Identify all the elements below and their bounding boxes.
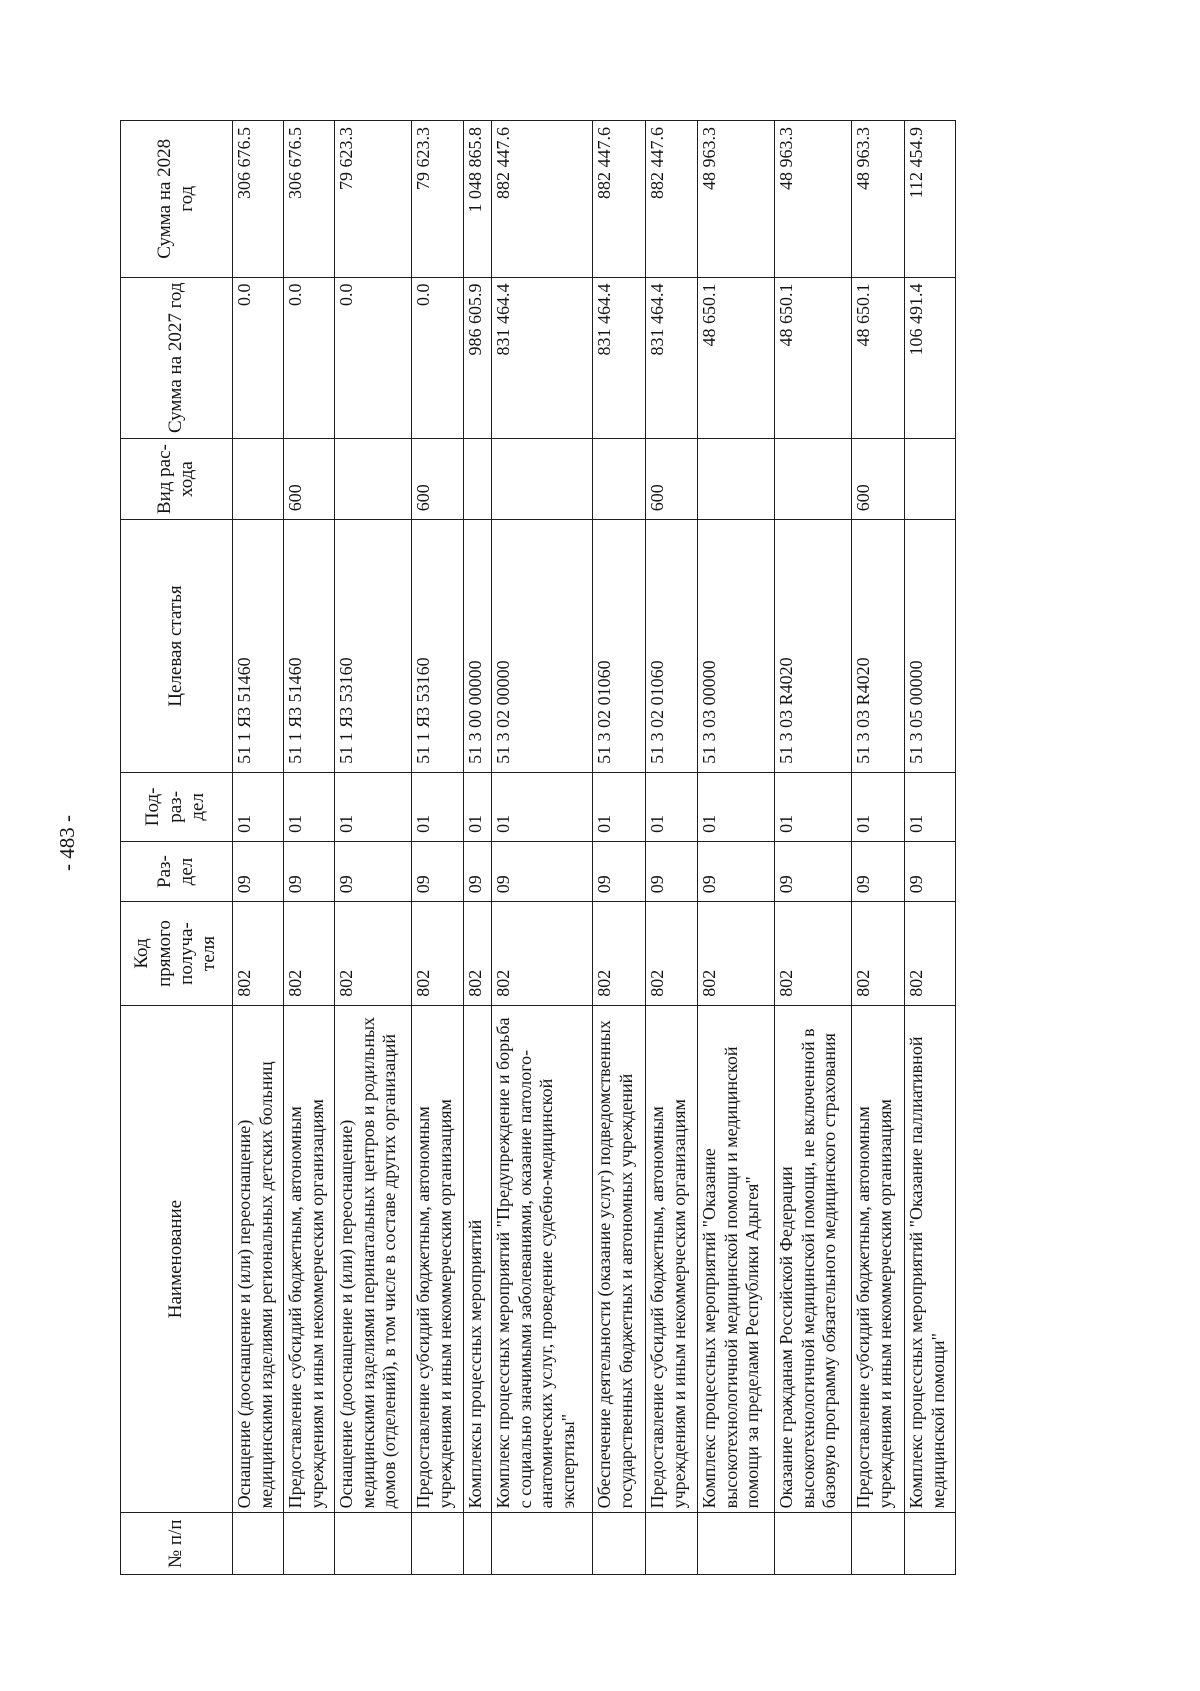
- cell-name: Оказание гражданам Российской Федерации высокотехнологичной медицинской помощи, не включенной в базовую программу обязательного медицинского страхования: [775, 1005, 852, 1513]
- rotated-table-container: [120, 120, 1200, 1575]
- cell-section: 09: [492, 841, 593, 901]
- cell-section: 09: [412, 841, 464, 901]
- cell-expense: [233, 438, 284, 519]
- cell-expense: 600: [852, 438, 905, 519]
- table-row: [593, 121, 646, 1575]
- cell-recipient: 802: [335, 902, 412, 1006]
- cell-target: 51 3 03 R4020: [852, 520, 905, 773]
- cell-sum-2028: 882 447.6: [492, 121, 593, 278]
- cell-subsection: 01: [852, 772, 905, 841]
- cell-target: 51 3 02 00000: [492, 520, 593, 773]
- cell-no: [284, 1513, 335, 1575]
- cell-recipient: 802: [593, 902, 646, 1006]
- header-no: № п/п: [121, 1513, 233, 1575]
- cell-name: Комплекс процессных мероприятий "Оказание высокотехнологичной медицинской помощи и медицинской помощи за пределами Республики Адыгея": [698, 1005, 775, 1513]
- cell-section: 09: [775, 841, 852, 901]
- cell-section: 09: [852, 841, 905, 901]
- cell-no: [492, 1513, 593, 1575]
- table-row: [284, 121, 335, 1575]
- cell-sum-2028: 306 676.5: [284, 121, 335, 278]
- cell-target: 51 3 05 00000: [905, 520, 956, 773]
- page-number: - 483 -: [55, 815, 79, 871]
- cell-recipient: 802: [492, 902, 593, 1006]
- cell-sum-2027: 986 605.9: [464, 277, 492, 438]
- cell-sum-2028: 882 447.6: [646, 121, 698, 278]
- cell-sum-2027: 0.0: [284, 277, 335, 438]
- table-row: [646, 121, 698, 1575]
- cell-section: 09: [284, 841, 335, 901]
- cell-target: 51 3 02 01060: [646, 520, 698, 773]
- cell-name: Предоставление субсидий бюджетным, автономным учреждениям и иным некоммерческим организациям: [646, 1005, 698, 1513]
- cell-target: 51 1 Я3 53160: [335, 520, 412, 773]
- cell-subsection: 01: [335, 772, 412, 841]
- cell-sum-2027: 0.0: [412, 277, 464, 438]
- cell-subsection: 01: [775, 772, 852, 841]
- cell-expense: [698, 438, 775, 519]
- table-row: [698, 121, 775, 1575]
- header-target-article: Целевая статья: [121, 520, 233, 773]
- table-row: [775, 121, 852, 1575]
- header-expense-type: Вид рас- хода: [121, 438, 233, 519]
- cell-sum-2027: 48 650.1: [852, 277, 905, 438]
- budget-table: [120, 120, 956, 1575]
- cell-target: 51 3 00 00000: [464, 520, 492, 773]
- cell-sum-2028: 48 963.3: [852, 121, 905, 278]
- table-row: [335, 121, 412, 1575]
- cell-sum-2028: 79 623.3: [335, 121, 412, 278]
- cell-recipient: 802: [464, 902, 492, 1006]
- cell-subsection: 01: [233, 772, 284, 841]
- cell-expense: [335, 438, 412, 519]
- cell-sum-2027: 831 464.4: [646, 277, 698, 438]
- cell-sum-2028: 112 454.9: [905, 121, 956, 278]
- cell-name: Предоставление субсидий бюджетным, автономным учреждениям и иным некоммерческим организациям: [284, 1005, 335, 1513]
- cell-no: [593, 1513, 646, 1575]
- header-subsection: Под- раз- дел: [121, 772, 233, 841]
- cell-name: Оснащение (дооснащение и (или) переоснащение) медицинскими изделиями перинатальных центров и родильных домов (отделений), в том числе в составе других организаций: [335, 1005, 412, 1513]
- table-row: [412, 121, 464, 1575]
- table-row: [464, 121, 492, 1575]
- cell-target: 51 1 Я3 51460: [284, 520, 335, 773]
- cell-subsection: 01: [698, 772, 775, 841]
- cell-section: 09: [464, 841, 492, 901]
- table-row: [905, 121, 956, 1575]
- cell-name: Предоставление субсидий бюджетным, автономным учреждениям и иным некоммерческим организациям: [852, 1005, 905, 1513]
- cell-recipient: 802: [775, 902, 852, 1006]
- cell-subsection: 01: [284, 772, 335, 841]
- cell-expense: 600: [646, 438, 698, 519]
- cell-target: 51 1 Я3 53160: [412, 520, 464, 773]
- cell-sum-2028: 48 963.3: [698, 121, 775, 278]
- cell-name: Оснащение (дооснащение и (или) переоснащение) медицинскими изделиями региональных детских больниц: [233, 1005, 284, 1513]
- cell-subsection: 01: [646, 772, 698, 841]
- cell-sum-2027: 831 464.4: [593, 277, 646, 438]
- cell-section: 09: [335, 841, 412, 901]
- cell-no: [464, 1513, 492, 1575]
- cell-no: [775, 1513, 852, 1575]
- cell-recipient: 802: [905, 902, 956, 1006]
- cell-subsection: 01: [412, 772, 464, 841]
- header-sum-2028: Сумма на 2028 год: [121, 121, 233, 278]
- cell-name: Обеспечение деятельности (оказание услуг) подведомственных государственных бюджетных и автономных учреждений: [593, 1005, 646, 1513]
- cell-target: 51 3 02 01060: [593, 520, 646, 773]
- cell-subsection: 01: [464, 772, 492, 841]
- cell-no: [412, 1513, 464, 1575]
- cell-recipient: 802: [412, 902, 464, 1006]
- cell-sum-2027: 48 650.1: [698, 277, 775, 438]
- cell-section: 09: [905, 841, 956, 901]
- table-row: [233, 121, 284, 1575]
- header-name: Наименование: [121, 1005, 233, 1513]
- table-header-row: [121, 121, 233, 1575]
- cell-no: [698, 1513, 775, 1575]
- cell-section: 09: [233, 841, 284, 901]
- cell-expense: [464, 438, 492, 519]
- cell-expense: [492, 438, 593, 519]
- cell-sum-2028: 882 447.6: [593, 121, 646, 278]
- cell-no: [905, 1513, 956, 1575]
- cell-expense: [775, 438, 852, 519]
- cell-section: 09: [593, 841, 646, 901]
- cell-section: 09: [646, 841, 698, 901]
- cell-no: [233, 1513, 284, 1575]
- cell-sum-2028: 1 048 865.8: [464, 121, 492, 278]
- cell-no: [646, 1513, 698, 1575]
- cell-target: 51 3 03 R4020: [775, 520, 852, 773]
- cell-name: Комплексы процессных мероприятий: [464, 1005, 492, 1513]
- table-row: [492, 121, 593, 1575]
- cell-sum-2027: 48 650.1: [775, 277, 852, 438]
- cell-recipient: 802: [233, 902, 284, 1006]
- cell-target: 51 3 03 00000: [698, 520, 775, 773]
- header-sum-2027: Сумма на 2027 год: [121, 277, 233, 438]
- cell-sum-2028: 79 623.3: [412, 121, 464, 278]
- cell-section: 09: [698, 841, 775, 901]
- cell-expense: 600: [412, 438, 464, 519]
- cell-subsection: 01: [593, 772, 646, 841]
- cell-expense: [593, 438, 646, 519]
- cell-subsection: 01: [905, 772, 956, 841]
- header-section: Раз- дел: [121, 841, 233, 901]
- cell-no: [852, 1513, 905, 1575]
- cell-recipient: 802: [698, 902, 775, 1006]
- cell-sum-2027: 0.0: [335, 277, 412, 438]
- cell-recipient: 802: [852, 902, 905, 1006]
- cell-no: [335, 1513, 412, 1575]
- cell-name: Комплекс процессных мероприятий "Предупреждение и борьба с социально значимыми заболеваниями, оказание патолого-анатомических услуг, проведение судебно-медицинской экспертизы": [492, 1005, 593, 1513]
- cell-subsection: 01: [492, 772, 593, 841]
- cell-expense: 600: [284, 438, 335, 519]
- cell-sum-2028: 306 676.5: [233, 121, 284, 278]
- cell-name: Комплекс процессных мероприятий "Оказание паллиативной медицинской помощи": [905, 1005, 956, 1513]
- cell-sum-2028: 48 963.3: [775, 121, 852, 278]
- cell-sum-2027: 106 491.4: [905, 277, 956, 438]
- cell-target: 51 1 Я3 51460: [233, 520, 284, 773]
- cell-recipient: 802: [646, 902, 698, 1006]
- cell-recipient: 802: [284, 902, 335, 1006]
- cell-expense: [905, 438, 956, 519]
- header-recipient-code: Код прямого получа- теля: [121, 902, 233, 1006]
- table-row: [852, 121, 905, 1575]
- cell-sum-2027: 831 464.4: [492, 277, 593, 438]
- cell-name: Предоставление субсидий бюджетным, автономным учреждениям и иным некоммерческим организациям: [412, 1005, 464, 1513]
- cell-sum-2027: 0.0: [233, 277, 284, 438]
